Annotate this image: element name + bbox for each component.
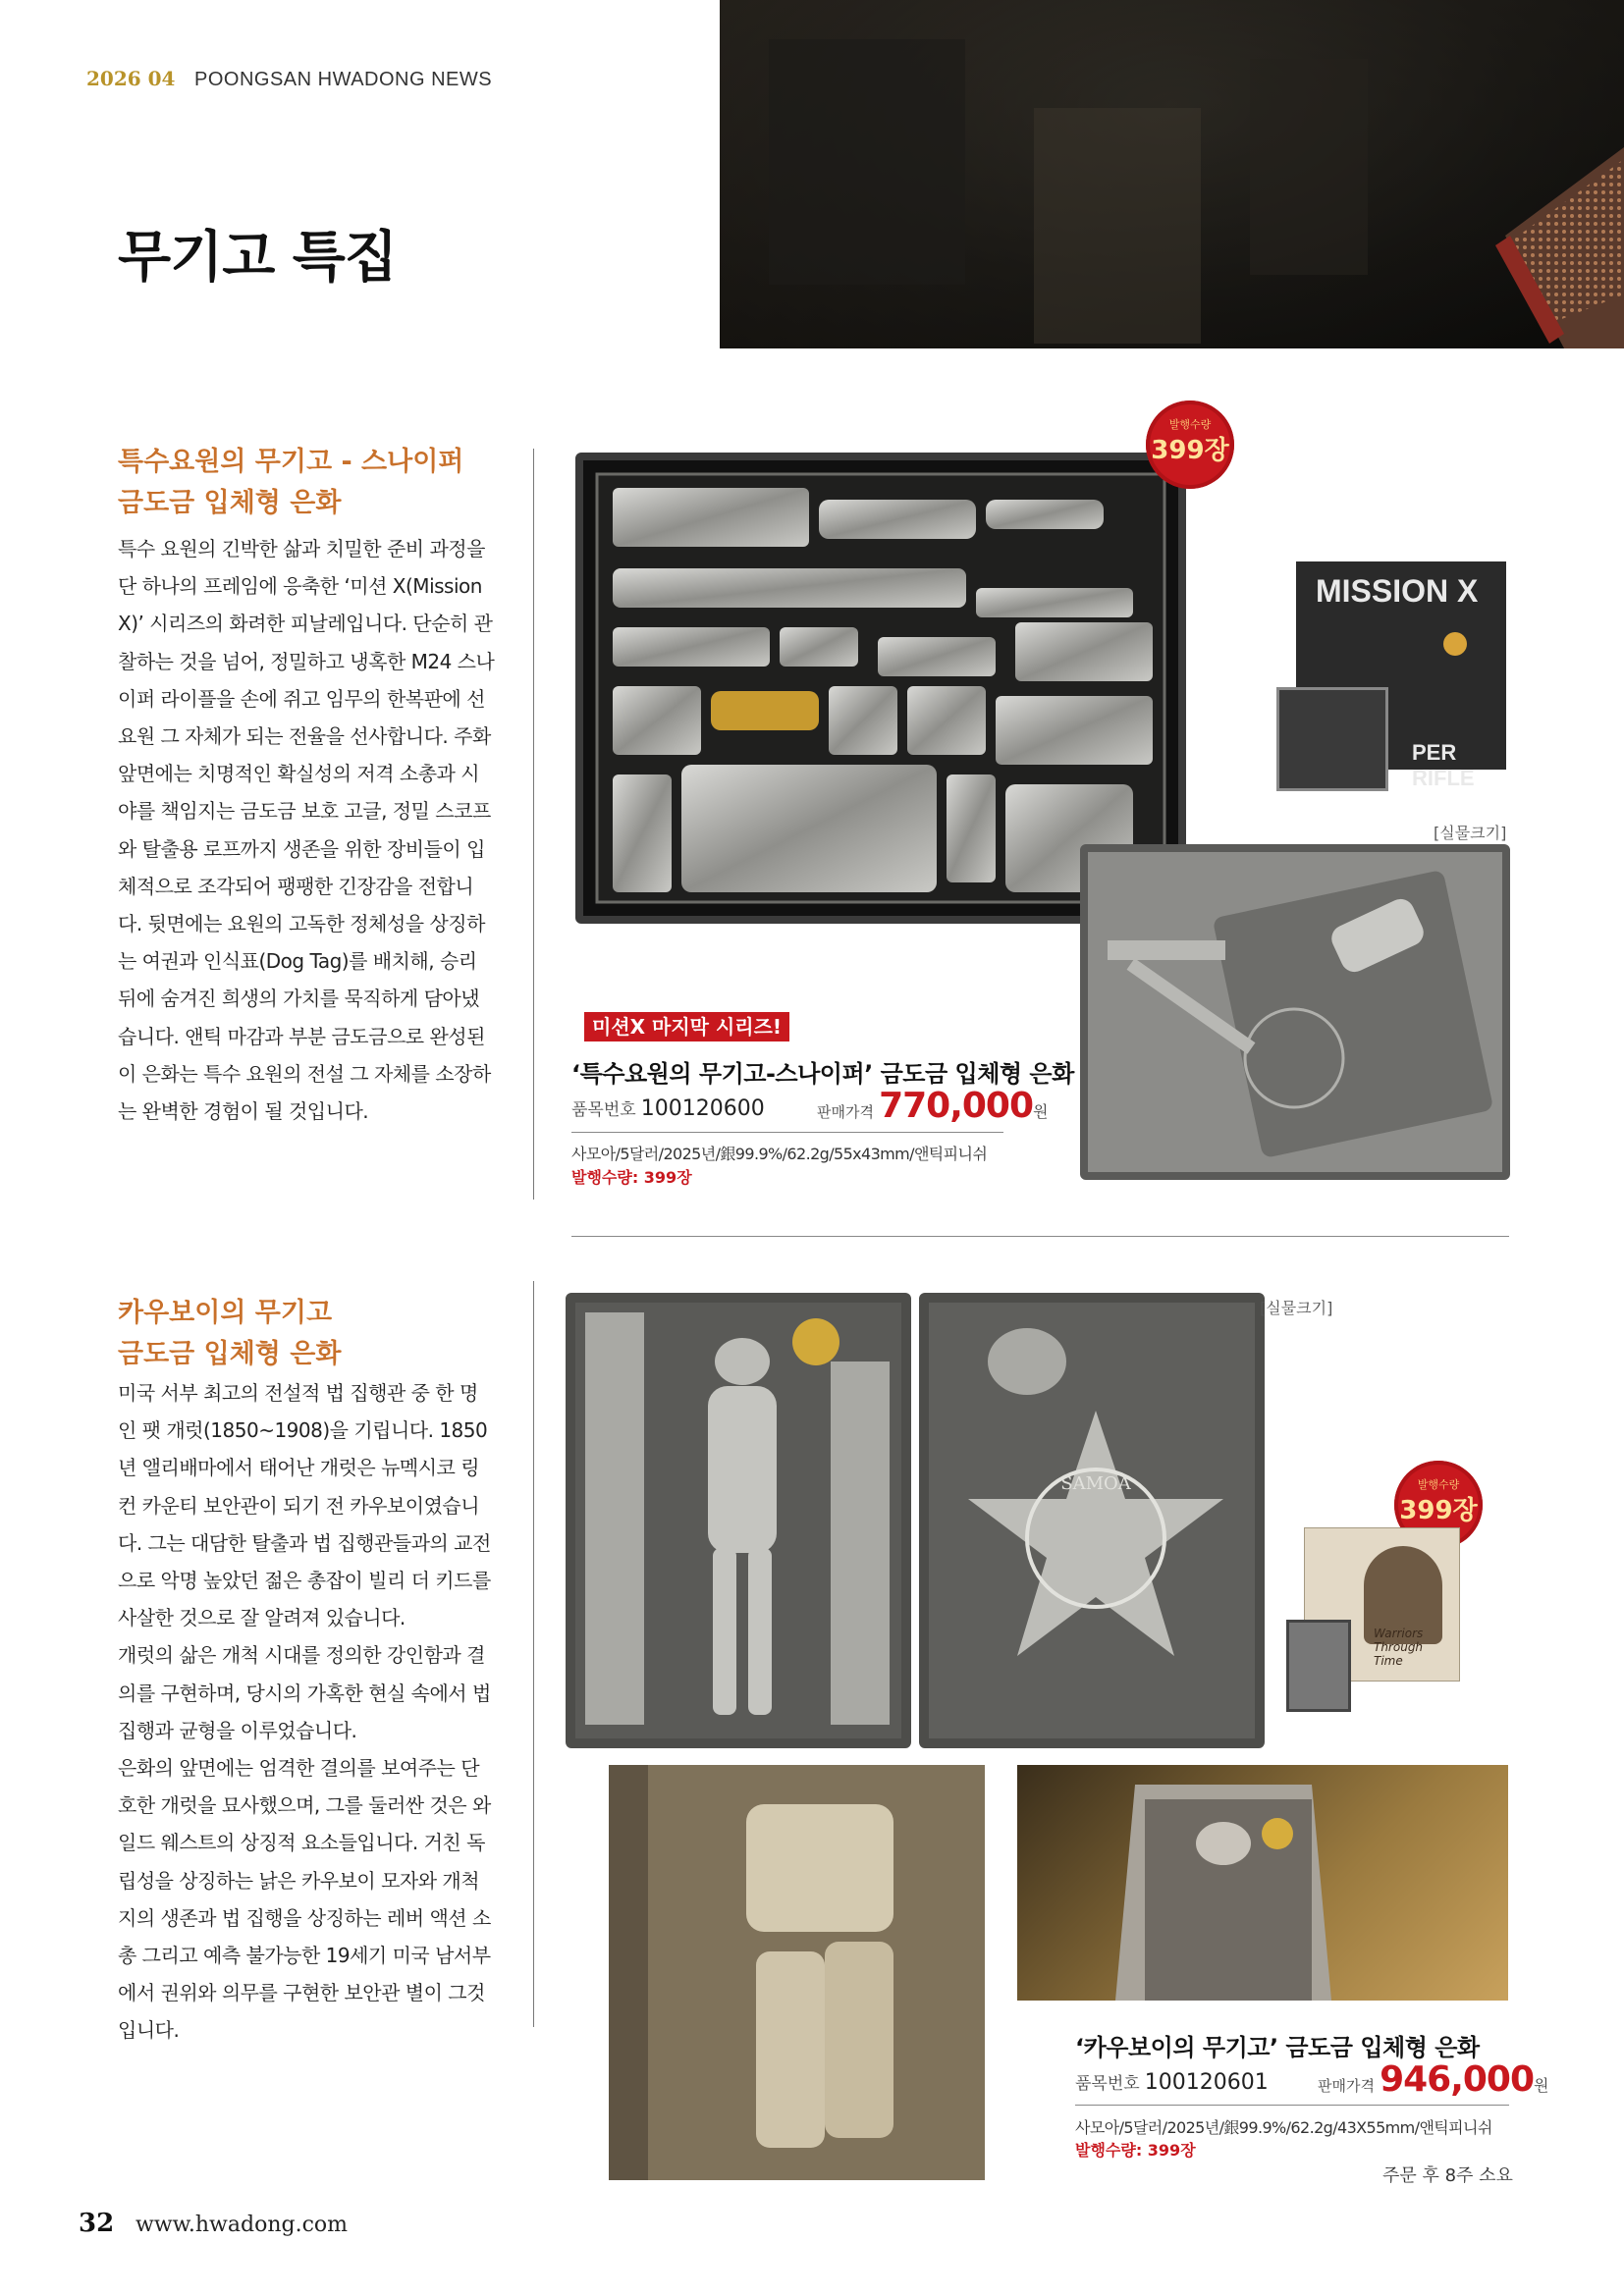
section1-title (118, 442, 463, 524)
body-line: 지의 생존과 법 집행을 상징하는 레버 액션 소 (118, 1905, 491, 1930)
body-line: 요원 그 자체가 되는 전율을 선사합니다. 주화 (118, 724, 491, 749)
box-subtitle: PER RIFLE (1412, 740, 1475, 790)
page-number: 32 (79, 2209, 115, 2238)
body-line: 다. 뒷면에는 요원의 고독한 정체성을 상징하 (118, 912, 485, 936)
body-line: 미국 서부 최고의 전설적 법 집행관 중 한 명 (118, 1381, 478, 1405)
section1-title-line1: 특수요원의 무기고 - 스나이퍼 (118, 447, 464, 477)
body-line: 입니다. (118, 2018, 180, 2043)
cowboy-coin-reverse-art (929, 1303, 1255, 1738)
product1-spec: 사모아/5달러/2025년/銀99.9%/62.2g/55x43mm/앤틱피니쉬 (571, 1145, 988, 1163)
column-divider (533, 449, 534, 1200)
product1-price-row (817, 1086, 1049, 1126)
body-line: 의를 구현하며, 당시의 가혹한 현실 속에서 법 (118, 1681, 491, 1705)
product1-rule (571, 1132, 1003, 1133)
body-line: 이 은화는 특수 요원의 전설 그 자체를 소장하 (118, 1061, 491, 1086)
publication-name: POONGSAN HWADONG NEWS (194, 69, 493, 90)
body-line: 찰하는 것을 넘어, 정밀하고 냉혹한 M24 스나 (118, 649, 495, 673)
product1-limit: 발행수량: 399장 (571, 1168, 692, 1187)
section2-title-line1: 카우보이의 무기고 (118, 1298, 333, 1328)
cowboy-coin-reverse (919, 1293, 1265, 1748)
price-value-2: 946,000 (1380, 2059, 1535, 2100)
badge-count: 399장 (1151, 436, 1229, 465)
product-code-2: 100120601 (1144, 2070, 1269, 2095)
price-label: 판매가격 (817, 1103, 874, 1121)
section2-body (118, 1374, 496, 2050)
cowboy-coin-obverse-art (575, 1303, 901, 1738)
cowboy-coin-obverse (566, 1293, 911, 1748)
body-line: 집행과 균형을 이루었습니다. (118, 1718, 357, 1742)
body-line: 습니다. 앤틱 마감과 부분 금도금으로 완성된 (118, 1024, 485, 1048)
box-title: MISSION X (1316, 573, 1479, 609)
series-tag (584, 1011, 789, 1040)
body-line: 단 하나의 프레임에 응축한 ‘미션 X(Mission (118, 574, 482, 599)
body-line: 으로 악명 높았던 젊은 총잡이 빌리 더 키드를 (118, 1569, 491, 1593)
cowboy-coin-display-art (1017, 1765, 1508, 2001)
badge-count-2: 399장 (1399, 1496, 1478, 1525)
body-line: 사살한 것으로 잘 알려져 있습니다. (118, 1606, 406, 1630)
badge-label-2: 발행수량 (1417, 1478, 1460, 1491)
body-line: 일드 웨스트의 상징적 요소들입니다. 거친 독 (118, 1831, 485, 1855)
body-line: 뒤에 숨겨진 희생의 가치를 묵직하게 담아냈 (118, 987, 480, 1011)
hero-photo (720, 0, 1624, 348)
sniper-coin-reverse (1080, 844, 1510, 1180)
actual-size-note: [실물크기] (1434, 824, 1507, 842)
body-line: 컨 카운티 보안관이 되기 전 카우보이였습니 (118, 1493, 480, 1518)
body-line: 와 탈출용 로프까지 생존을 위한 장비들이 입 (118, 836, 485, 861)
body-line: 은화의 앞면에는 엄격한 결의를 보여주는 단 (118, 1756, 480, 1781)
product2-code-row (1075, 2069, 1269, 2095)
issue-date: 2026 04 (86, 67, 176, 90)
product2-rule (1075, 2105, 1509, 2106)
hero-photo-art (720, 0, 1624, 348)
section1-body (118, 530, 496, 1130)
target-icon (1443, 632, 1467, 656)
box-caption: Warriors Through Time (1374, 1627, 1424, 1668)
code-label-2: 품목번호 (1075, 2074, 1140, 2094)
delivery-note: 주문 후 8주 소요 (1382, 2165, 1513, 2186)
product2-limit: 발행수량: 399장 (1075, 2141, 1196, 2160)
body-line: 총 그리고 예측 불가능한 19세기 미국 남서부 (118, 1944, 491, 1968)
product1-code-row (571, 1095, 765, 1121)
warriors-box-coin-thumb (1286, 1620, 1351, 1712)
body-line: X)’ 시리즈의 화려한 피날레입니다. 단순히 관 (118, 612, 493, 636)
section-divider (571, 1236, 1509, 1237)
price-label-2: 판매가격 (1318, 2077, 1375, 2095)
body-line: 특수 요원의 긴박한 삶과 치밀한 준비 과정을 (118, 537, 485, 561)
code-label: 품목번호 (571, 1100, 636, 1120)
section2-title (118, 1293, 341, 1375)
issue-limit-badge (1146, 400, 1234, 489)
actual-size-note-2: [실물크기] (1260, 1299, 1333, 1317)
product2-name: ‘카우보이의 무기고’ 금도금 입체형 은화 (1075, 2034, 1480, 2061)
cowboy-coin-display-photo (1017, 1765, 1508, 2001)
page-title: 무기고 특집 (118, 226, 397, 290)
series-tag-label: 미션X 마지막 시리즈! (584, 1012, 789, 1041)
body-line: 는 완벽한 경험이 될 것입니다. (118, 1099, 369, 1124)
boots-closeup-photo (609, 1765, 985, 2180)
body-line: 호한 개럿을 묘사했으며, 그를 둘러싼 것은 와 (118, 1793, 491, 1818)
body-line: 야를 책임지는 금도금 보호 고글, 정밀 스코프 (118, 799, 491, 824)
coin-inscription: SAMOA (1060, 1473, 1131, 1494)
section1-title-line2: 금도금 입체형 은화 (118, 488, 342, 518)
boots-closeup-art (609, 1765, 985, 2180)
body-line: 인 팻 개럿(1850~1908)을 기립니다. 1850 (118, 1418, 488, 1443)
body-line: 체적으로 조각되어 팽팽한 긴장감을 전합니 (118, 874, 474, 898)
body-line: 년 앨리배마에서 태어난 개럿은 뉴멕시코 링 (118, 1456, 480, 1480)
body-line: 립성을 상징하는 낡은 카우보이 모자와 개척 (118, 1868, 480, 1893)
body-line: 이퍼 라이플을 손에 쥐고 임무의 한복판에 선 (118, 686, 485, 711)
body-line: 앞면에는 치명적인 확실성의 저격 소총과 시 (118, 762, 480, 786)
product2-price-row (1318, 2059, 1549, 2100)
price-value: 770,000 (879, 1086, 1034, 1126)
body-line: 다. 그는 대담한 탈출과 법 집행관들과의 교전 (118, 1530, 491, 1555)
won-unit-2: 원 (1534, 2076, 1549, 2095)
product1-name: ‘특수요원의 무기고-스나이퍼’ 금도금 입체형 은화 (571, 1060, 1074, 1088)
body-line: 개럿의 삶은 개척 시대를 정의한 강인함과 결 (118, 1643, 485, 1668)
body-line: 는 여권과 인식표(Dog Tag)를 배치해, 승리 (118, 949, 477, 974)
website-link[interactable]: www.hwadong.com (135, 2213, 348, 2237)
badge-label: 발행수량 (1168, 418, 1212, 431)
mission-x-box-coin-thumb (1276, 687, 1388, 791)
column-divider-2 (533, 1281, 534, 2027)
section2-title-line2: 금도금 입체형 은화 (118, 1339, 342, 1369)
sniper-coin-reverse-art (1088, 852, 1502, 1172)
won-unit: 원 (1033, 1102, 1049, 1121)
product2-spec: 사모아/5달러/2025년/銀99.9%/62.2g/43X55mm/앤틱피니쉬 (1075, 2118, 1492, 2137)
product-code: 100120600 (640, 1096, 765, 1121)
body-line: 에서 권위와 의무를 구현한 보안관 별이 그것 (118, 1981, 485, 2005)
